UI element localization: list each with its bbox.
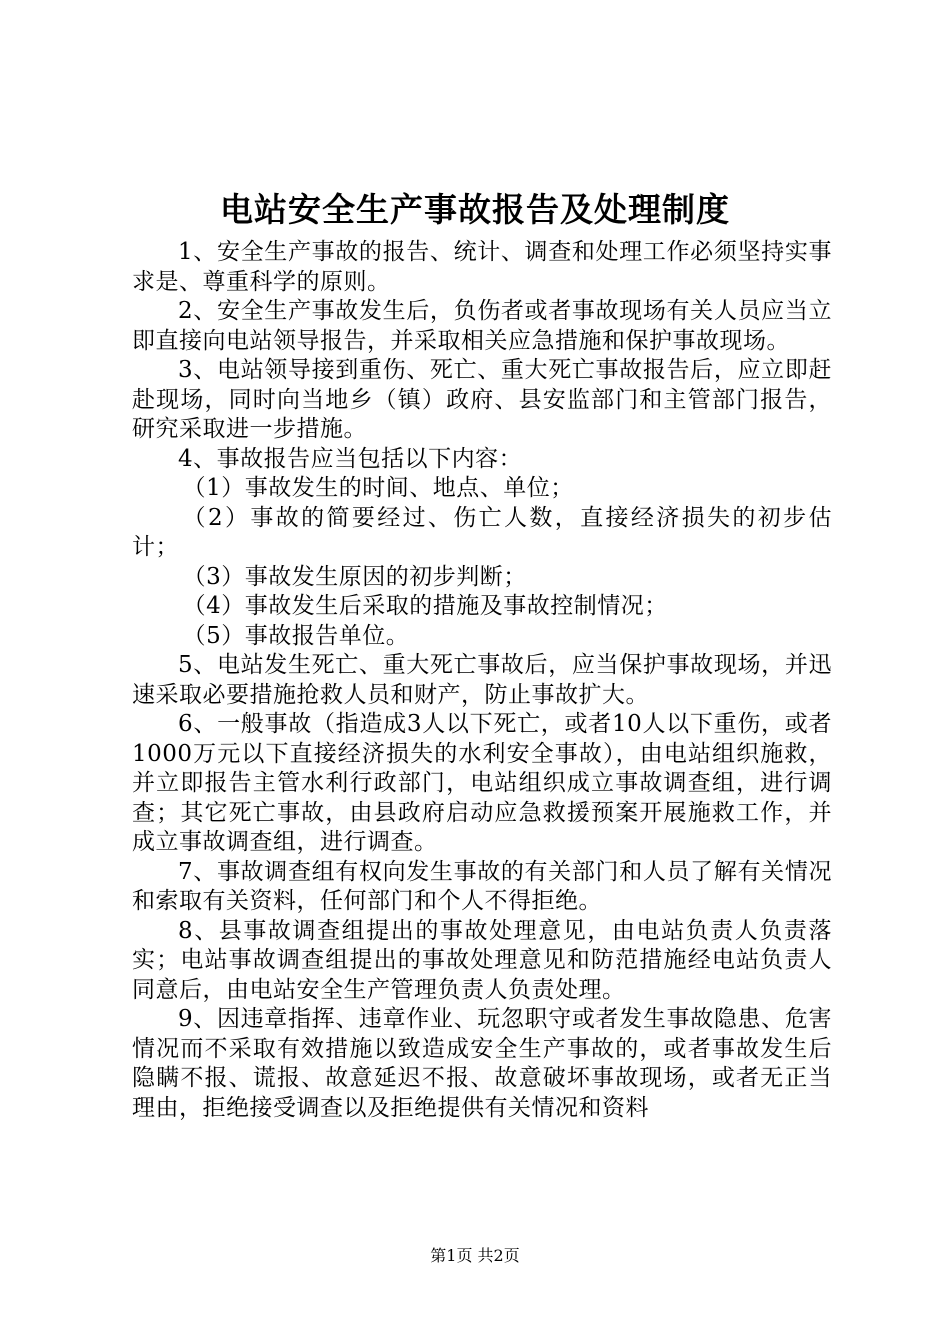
page-footer: 第1页 共2页 <box>430 1246 520 1265</box>
paragraph-9: 9、因违章指挥、违章作业、玩忽职守或者发生事故隐患、危害情况而不采取有效措施以致造成安全生产事故的，或者事故发生后隐瞒不报、谎报、故意延迟不报、故意破坏事故现场，或者无正当理由，拒绝接受调查以及拒绝提供有关情况和资料 <box>132 1006 832 1121</box>
paragraph-8: 8、县事故调查组提出的事故处理意见，由电站负责人负责落实；电站事故调查组提出的事故处理意见和防范措施经电站负责人同意后，由电站安全生产管理负责人负责处理。 <box>132 917 832 1003</box>
paragraph-5: 5、电站发生死亡、重大死亡事故后，应当保护事故现场，并迅速采取必要措施抢救人员和财产，防止事故扩大。 <box>132 652 832 708</box>
sub-item-1: （1）事故发生的时间、地点、单位； <box>182 475 574 501</box>
paragraph-4: 4、事故报告应当包括以下内容： <box>178 445 523 472</box>
paragraph-3: 3、电站领导接到重伤、死亡、重大死亡事故报告后，应立即赶赴现场，同时向当地乡（镇）政府、县安监部门和主管部门报告，研究采取进一步措施。 <box>132 357 832 442</box>
paragraph-6: 6、一般事故（指造成3人以下死亡，或者10人以下重伤，或者1000万元以下直接经济损失的水利安全事故），由电站组织施救，并立即报告主管水利行政部门，电站组织成立事故调查组，进行调查；其它死亡事故，由县政府启动应急救援预案开展施救工作，并成立事故调查组，进行调查。 <box>132 711 832 855</box>
sub-item-4: （4）事故发生后采取的措施及事故控制情况； <box>182 593 668 619</box>
paragraph-2: 2、安全生产事故发生后，负伤者或者事故现场有关人员应当立即直接向电站领导报告，并采取相关应急措施和保护事故现场。 <box>132 298 832 354</box>
sub-item-5: （5）事故报告单位。 <box>182 622 410 649</box>
sub-item-3: （3）事故发生原因的初步判断； <box>182 563 527 590</box>
sub-item-2: （2）事故的简要经过、伤亡人数，直接经济损失的初步估计； <box>132 504 832 560</box>
document-body <box>132 238 832 1123</box>
document-title: 电站安全生产事故报告及处理制度 <box>220 190 730 229</box>
paragraph-7: 7、事故调查组有权向发生事故的有关部门和人员了解有关情况和索取有关资料，任何部门和个人不得拒绝。 <box>132 858 832 914</box>
paragraph-1: 1、安全生产事故的报告、统计、调查和处理工作必须坚持实事求是、尊重科学的原则。 <box>132 239 832 295</box>
